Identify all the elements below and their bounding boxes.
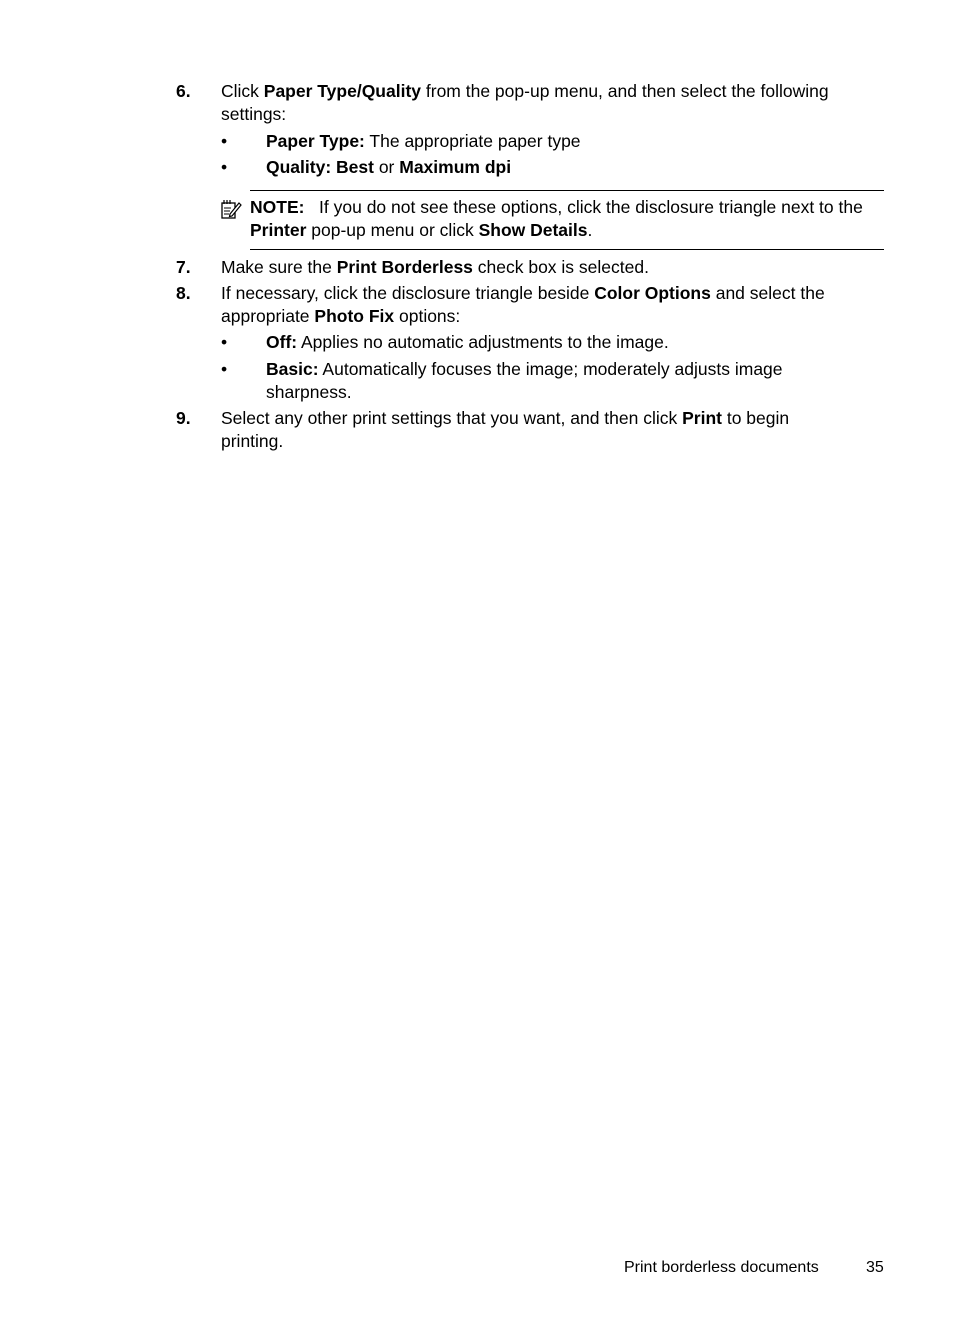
page-number: 35 [866, 1259, 884, 1276]
bullet-text [266, 130, 861, 153]
text-run: If necessary, click the disclosure triangle beside [221, 283, 595, 303]
step-number: 9. [176, 408, 191, 428]
bold-term: Show Details [478, 220, 588, 240]
text-run: pop-up menu or click [306, 220, 479, 240]
text-run: Automatically focuses the image; moderately adjusts image sharpness. [266, 359, 783, 402]
text-run: The appropriate paper type [364, 131, 581, 151]
text-run: options: [394, 306, 461, 326]
text-run: Click [221, 81, 264, 101]
bold-term: Photo Fix [314, 306, 395, 326]
bullet-glyph: • [221, 157, 228, 177]
bullet-glyph: • [221, 332, 228, 352]
step-number: 7. [176, 257, 191, 277]
step-number: 8. [176, 283, 191, 303]
bold-term: Maximum dpi [399, 157, 512, 177]
bold-term: Quality: Best [266, 157, 374, 177]
text-run: Applies no automatic adjustments to the image. [297, 332, 669, 352]
text-run: Make sure the [221, 257, 337, 277]
note-box [250, 190, 884, 250]
step-number: 6. [176, 81, 191, 101]
bullet-glyph: • [221, 359, 228, 379]
bold-term: Print Borderless [336, 257, 473, 277]
step-text [221, 80, 886, 126]
bullet-text [266, 358, 821, 404]
note-pencil-icon [220, 198, 242, 220]
bold-term: Basic: [266, 359, 319, 379]
bold-term: Printer [250, 220, 307, 240]
step-text [221, 407, 836, 453]
bold-term: Color Options [594, 283, 711, 303]
bold-term: Paper Type: [266, 131, 365, 151]
text-run: . [587, 220, 593, 240]
bullet-text [266, 156, 861, 179]
bold-term: Print [682, 408, 722, 428]
text-run: or [373, 157, 400, 177]
bullet-text [266, 331, 861, 354]
text-run: from the pop-up menu, and then select the following settings: [221, 81, 829, 124]
step-text [221, 256, 886, 279]
footer-section-title: Print borderless documents [624, 1259, 819, 1276]
text-run: Select any other print settings that you want, and then click [221, 408, 683, 428]
note-text [250, 196, 875, 242]
bold-term: Off: [266, 332, 298, 352]
step-text [221, 282, 886, 328]
text-run: If you do not see these options, click the disclosure triangle next to the [304, 197, 868, 217]
bold-term: NOTE: [250, 197, 305, 217]
text-run: to begin printing. [221, 408, 790, 451]
text-run: check box is selected. [472, 257, 649, 277]
bold-term: Paper Type/Quality [263, 81, 422, 101]
bullet-glyph: • [221, 131, 228, 151]
text-run: and select the appropriate [221, 283, 825, 326]
